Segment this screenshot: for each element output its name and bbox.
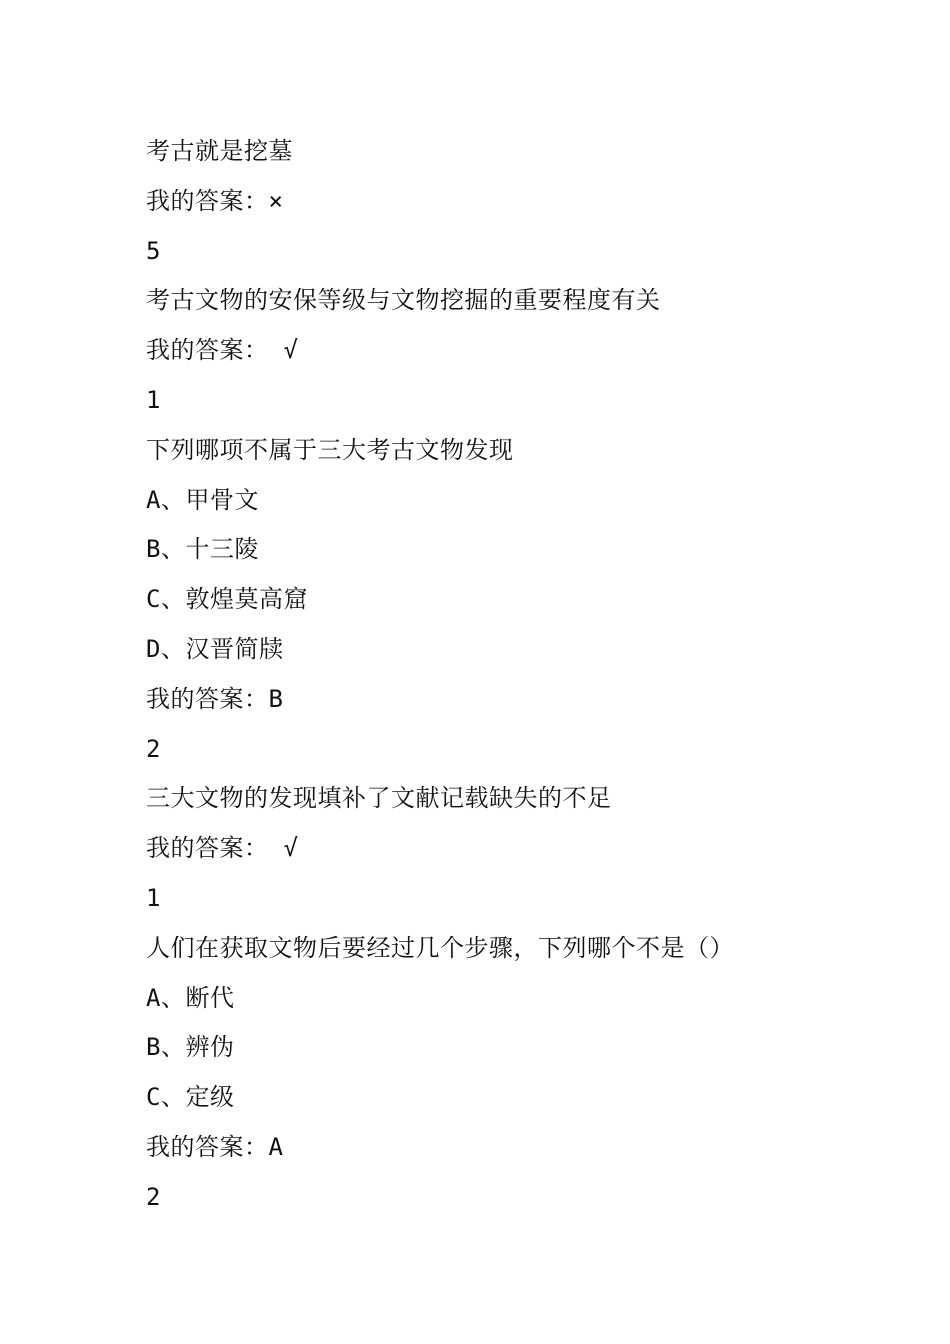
option-c: C、定级 bbox=[146, 1083, 235, 1112]
answer-text: 我的答案： √ bbox=[146, 834, 299, 863]
statement-text: 考古文物的安保等级与文物挖掘的重要程度有关 bbox=[146, 286, 661, 315]
option-b: B、十三陵 bbox=[146, 535, 259, 564]
option-b: B、辨伪 bbox=[146, 1033, 235, 1062]
option-c: C、敦煌莫高窟 bbox=[146, 585, 308, 614]
score-value: 5 bbox=[146, 236, 161, 265]
question-text: 下列哪项不属于三大考古文物发现 bbox=[146, 435, 514, 464]
option-a: A、甲骨文 bbox=[146, 485, 259, 514]
document-body bbox=[146, 133, 906, 1229]
answer-text: 我的答案： √ bbox=[146, 336, 299, 365]
answer-text: 我的答案：B bbox=[146, 684, 284, 713]
option-a: A、断代 bbox=[146, 983, 235, 1012]
score-value: 2 bbox=[146, 734, 161, 763]
statement-text: 三大文物的发现填补了文献记载缺失的不足 bbox=[146, 784, 612, 813]
score-value: 2 bbox=[146, 1182, 161, 1211]
answer-text: 我的答案：× bbox=[146, 186, 284, 215]
question-text: 人们在获取文物后要经过几个步骤，下列哪个不是（） bbox=[146, 933, 734, 962]
option-d: D、汉晋简牍 bbox=[146, 634, 284, 663]
score-value: 1 bbox=[146, 883, 161, 912]
statement-text: 考古就是挖墓 bbox=[146, 137, 293, 165]
score-value: 1 bbox=[146, 385, 161, 414]
answer-text: 我的答案：A bbox=[146, 1132, 284, 1161]
